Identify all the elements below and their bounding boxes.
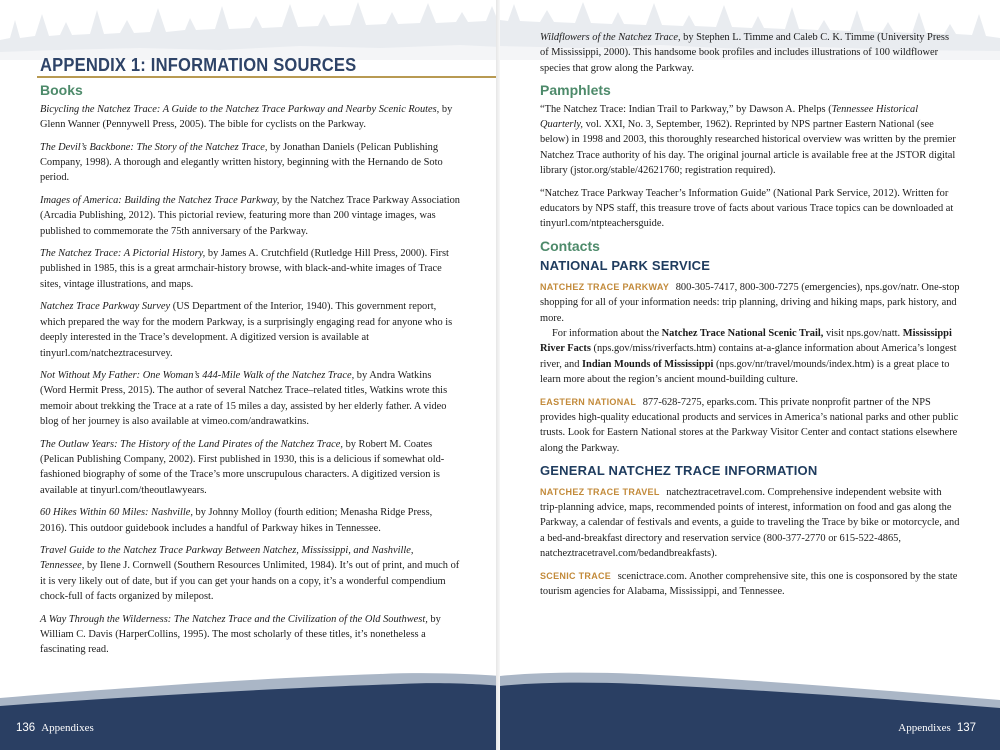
running-footer: Appendixes: [898, 722, 951, 734]
book-description: by William C. Davis (HarperCollins, 1995). The most scholarly of these titles, it’s nonetheless a fascinating read.: [40, 613, 441, 656]
pamphlet-entry: [540, 102, 960, 179]
general-info-heading: GENERAL NATCHEZ TRACE INFORMATION: [540, 463, 818, 479]
contact-text: (nps.gov/miss/riverfacts.htm) contains at-a-glance information about America’s longest river, and: [540, 343, 957, 370]
book-description: by Stephen L. Timme and Caleb C. K. Timme (University Press of Mississippi, 2000). This handsome book profiles and includes illustrations of 100 wildflower species that grow along the Parkway.: [540, 32, 949, 74]
book-title: A Way Through the Wilderness: The Natchez Trace and the Civilization of the Old Southwest,: [40, 613, 428, 625]
book-title: Not Without My Father: One Woman’s 444-Mile Walk of the Natchez Trace,: [40, 369, 355, 381]
book-entry: [40, 299, 460, 361]
book-title: Travel Guide to the Natchez Trace Parkway Between Natchez, Mississippi, and Nashville, Tennessee,: [40, 544, 414, 572]
contact-entry-ntp: [540, 280, 960, 326]
book-description: by Ilene J. Cornwell (Southern Resources Unlimited, 1984). It’s out of print, and much of it is very likely out of date, but if you can get your hands on a copy, it’s a wonderful compendium chock-full of facts organized by milepost.: [40, 560, 460, 603]
contact-text: 800-305-7417, 800-300-7275 (emergencies), nps.gov/natr. One-stop shopping for all of your information needs: trip planning, driving and hiking maps, park history, and more.: [540, 281, 960, 324]
contact-tag: SCENIC TRACE: [540, 570, 612, 581]
pamphlet-entry: “Natchez Trace Parkway Teacher’s Information Guide” (National Park Service, 2012). Written for educators by NPS staff, this treasure trove of facts about various Trace topics can be downloaded at tinyurl.com/ntpteachersguide.: [540, 187, 954, 230]
page-number: 136: [16, 722, 36, 734]
right-page: [500, 0, 1000, 750]
pamphlets-heading: Pamphlets: [540, 82, 611, 99]
book-entry: [40, 543, 460, 605]
footer-wave: [500, 670, 1000, 750]
contact-text: For information about the: [552, 327, 662, 339]
left-content: [40, 55, 460, 665]
book-entry: [40, 368, 460, 430]
book-entry: [40, 193, 460, 239]
book-entry: [40, 102, 460, 133]
book-title: Images of America: Building the Natchez Trace Parkway,: [40, 194, 280, 206]
nps-heading: NATIONAL PARK SERVICE: [540, 258, 711, 274]
contact-text: visit nps.gov/natt.: [823, 327, 903, 339]
book-description: (US Department of the Interior, 1940). This government report, which prepared the way for the modern Parkway, is a surprisingly engaging read for anyone who is deeply interested in the Trace’s development. A digitized version is available at tinyurl.com/natcheztracesurvey.: [40, 301, 453, 359]
footer-wave: [0, 670, 500, 750]
resource-name: Mississippi River Facts: [540, 327, 952, 355]
title-rule: [37, 76, 497, 78]
book-description: by Johnny Molloy (fourth edition; Menasha Ridge Press, 2016). This outdoor guidebook includes a handful of Parkway hikes in Tennessee.: [40, 507, 433, 534]
contact-entry-ntp-more: [540, 326, 960, 388]
book-description: by Glenn Wanner (Pennywell Press, 2005). The bible for cyclists on the Parkway.: [40, 103, 453, 131]
resource-name: Natchez Trace National Scenic Trail,: [661, 327, 824, 339]
pamphlet-text: vol. XXI, No. 3, September, 1962). Reprinted by NPS partner Eastern National (see below) in 1998 and 2003, this thoroughly researched historical overview was written by the premier Natchez Trace authority of his day. The original journal article is available free at the JSTOR digital library (jstor.org/stable/42621760; registration required).: [540, 119, 956, 177]
book-entry: [40, 140, 460, 186]
book-description: by James A. Crutchfield (Rutledge Hill Press, 2000). First published in 1985, this is a great armchair-history browse, with black-and-white images of Trace sites, vintage illustrations, and maps.: [40, 248, 449, 290]
page-folio-left: [10, 722, 94, 734]
running-footer: Appendixes: [41, 722, 94, 734]
book-title: The Devil’s Backbone: The Story of the Natchez Trace,: [40, 141, 268, 153]
book-title: 60 Hikes Within 60 Miles: Nashville,: [40, 507, 193, 519]
contact-text: natcheztracetravel.com. Comprehensive independent website with trip-planning advice, maps, recommended points of interest, information on food and gas along the Parkway, a calendar of festivals and events, a guide to traveling the Trace by bike or motorcycle, and a bed-and-breakfast directory and reservation service (800-377-2770 or 615-522-4865, natcheztracetravel.com/bedandbreakfasts).: [540, 486, 960, 560]
contacts-heading: Contacts: [540, 237, 600, 254]
book-title: The Outlaw Years: The History of the Land Pirates of the Natchez Trace,: [40, 438, 343, 450]
book-entry: [40, 505, 460, 536]
contact-entry-travel: [540, 485, 960, 562]
book-title: Wildflowers of the Natchez Trace,: [540, 32, 681, 43]
book-entry: [40, 437, 460, 499]
contact-text: scenictrace.com. Another comprehensive site, this one is cosponsored by the state tourism agencies for Alabama, Mississippi, and Tennessee.: [540, 570, 958, 597]
contact-entry-scenic: [540, 569, 960, 600]
book-description: by Robert M. Coates (Pelican Publishing Company, 2002). First published in 1930, this is a delicious if somewhat old-fashioned biography of some of the Trace’s more unscrupulous characters. A digitized version is available at tinyurl.com/theoutlawyears.: [40, 438, 445, 496]
treeline-illustration: [0, 0, 500, 60]
pamphlet-text: “The Natchez Trace: Indian Trail to Parkway,” by Dawson A. Phelps (: [540, 103, 832, 115]
book-description: by Andra Watkins (Word Hermit Press, 2015). The author of several Natchez Trace–related titles, Watkins wrote this memoir about trekking the Trace at a rate of 15 miles a day, assisted by her elderly father. A video blog of her journey is also available at vimeo.com/andrawatkins.: [40, 369, 448, 428]
book-entry: [540, 30, 960, 76]
contact-text: 877-628-7275, eparks.com. This private nonprofit partner of the NPS provides high-quality educational products and services in America’s national parks and other public trusts. Look for Eastern National stores at the Parkway Visitor Center and contact stations elsewhere along the Parkway.: [540, 396, 959, 454]
book-title: Bicycling the Natchez Trace: A Guide to the Natchez Trace Parkway and Nearby Scenic Routes,: [40, 103, 440, 115]
contact-entry-eastern: [540, 395, 960, 457]
contact-tag: EASTERN NATIONAL: [540, 396, 637, 407]
resource-name: Indian Mounds of Mississippi: [582, 358, 714, 370]
book-title: The Natchez Trace: A Pictorial History,: [40, 248, 206, 260]
right-content: [540, 30, 960, 606]
book-description: by the Natchez Trace Parkway Association (Arcadia Publishing, 2012). This pictorial review, featuring more than 200 vintage images, was published to commemorate the 75th anniversary of the Parkway.: [40, 194, 460, 237]
contact-tag: NATCHEZ TRACE TRAVEL: [540, 486, 660, 497]
contact-tag: NATCHEZ TRACE PARKWAY: [540, 281, 670, 292]
book-description: by Jonathan Daniels (Pelican Publishing Company, 1998). A thorough and elegantly written history, beginning with the Hernando de Soto period.: [40, 141, 443, 184]
book-entry: [40, 246, 460, 292]
journal-title: Tennessee Historical Quarterly,: [540, 103, 919, 131]
appendix-title: APPENDIX 1: INFORMATION SOURCES: [40, 55, 357, 75]
page-folio-right: [898, 722, 982, 734]
page-number: 137: [956, 722, 976, 734]
book-entry: [40, 612, 460, 658]
books-heading: Books: [40, 82, 83, 99]
contact-text: (nps.gov/nr/travel/mounds/index.htm) is a great place to learn more about the region’s ancient mound-building culture.: [540, 358, 950, 386]
book-title: Natchez Trace Parkway Survey: [40, 301, 171, 313]
